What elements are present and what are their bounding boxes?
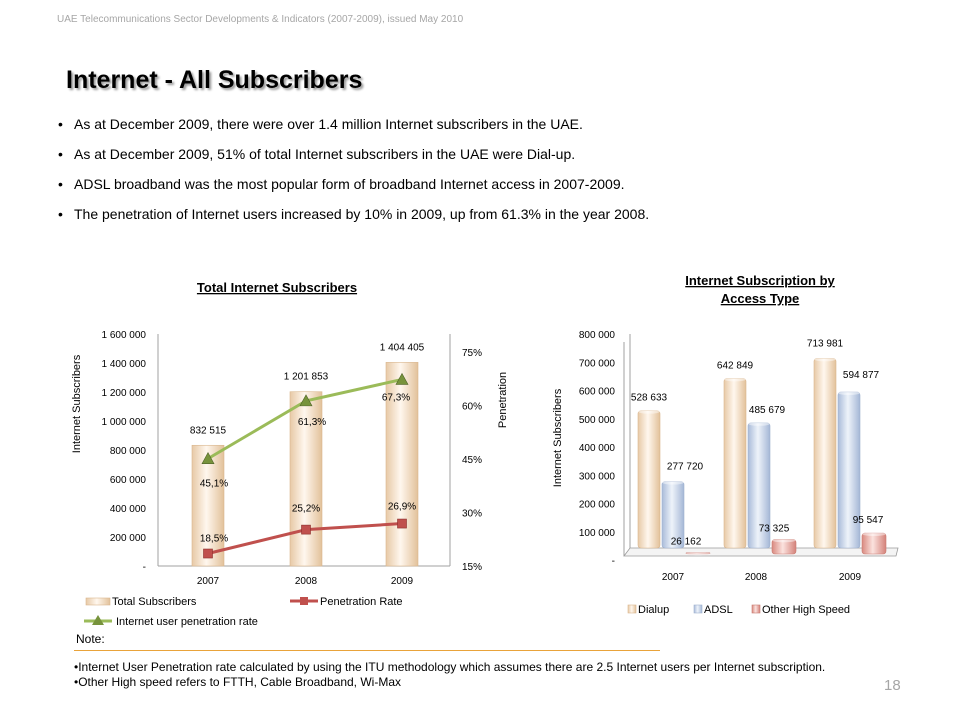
chart1-x-tick-label: 2009 [390, 576, 414, 587]
adsl-value-label: 277 720 [666, 461, 704, 473]
chart2-title-line1: Internet Subscription by [685, 273, 835, 288]
bar-top-highlight [862, 532, 886, 536]
note-line: •Internet User Penetration rate calculated by using the ITU methodology which assumes there are 2.5 Internet users per Internet subscription. [74, 660, 826, 674]
chart1-y-tick-label: - [142, 562, 146, 573]
chart2-y-tick-label: 300 000 [578, 471, 615, 483]
chart2-x-tick-label: 2007 [661, 572, 685, 583]
bar-top-highlight [686, 552, 710, 556]
user-penetration-label: 45,1% [199, 478, 229, 490]
total-subscribers-value-label: 832 515 [189, 425, 227, 437]
chart2-y-axis-label: Internet Subscribers [552, 388, 564, 488]
penetration-rate-label: 26,9% [387, 501, 417, 513]
bullet-item: • ADSL broadband was the most popular form of broadband Internet access in 2007-2009. [58, 176, 918, 193]
total-subscribers-value-label: 1 404 405 [379, 342, 425, 354]
bullet-item: • The penetration of Internet users increased by 10% in 2009, up from 61.3% in the year 2008. [58, 206, 918, 223]
chart2-bars [631, 338, 886, 555]
header-text: UAE Telecommunications Sector Developments & Indicators (2007-2009), issued May 2010 [57, 14, 464, 25]
dialup-bar [724, 378, 746, 548]
penetration-rate-marker [204, 549, 213, 558]
slide-title: Internet - All Subscribers [66, 66, 363, 94]
bar-top-highlight [772, 538, 796, 542]
chart1-y2-tick-label: 45% [462, 455, 483, 466]
note-label: Note: [76, 632, 105, 646]
chart1-y-tick-label: 1 200 000 [101, 388, 146, 399]
note-text [74, 660, 854, 689]
note-line: •Other High speed refers to FTTH, Cable Broadband, Wi-Max [74, 674, 401, 689]
chart1-y-tick-label: 1 600 000 [101, 330, 146, 341]
chart1-y2-tick-label: 60% [462, 401, 483, 413]
legend-total-subscribers-label: Total Subscribers [112, 596, 197, 608]
chart2-legend [628, 604, 850, 616]
chart2-x-tick-label: 2008 [744, 572, 768, 583]
dialup-bar [638, 411, 660, 548]
adsl-value-label: 485 679 [748, 404, 786, 416]
chart1-x-tick-label: 2007 [196, 576, 220, 587]
page-number: 18 [884, 677, 901, 694]
chart2-x-ticks [662, 572, 862, 583]
other-high-speed-bar [862, 533, 886, 554]
other-high-speed-value-label: 26 162 [670, 536, 702, 548]
dialup-value-label: 713 981 [806, 338, 844, 350]
legend-penetration-label: Penetration Rate [320, 596, 403, 608]
user-penetration-label: 61,3% [297, 416, 327, 428]
chart2-y-tick-label: 800 000 [578, 330, 615, 341]
legend-user-penetration-label: Internet user penetration rate [116, 616, 258, 628]
chart2-y-tick-label: 200 000 [578, 499, 615, 511]
chart2-y-tick-label: 700 000 [578, 358, 615, 370]
bar-top-highlight [724, 377, 746, 381]
chart1-y-tick-label: 1 400 000 [101, 359, 146, 370]
dialup-value-label: 528 633 [630, 392, 668, 404]
penetration-rate-marker [302, 525, 311, 534]
chart2-y-tick-label: 400 000 [578, 443, 615, 454]
chart1-y-axis-label: Internet Subscribers [71, 354, 83, 454]
chart1-y-tick-label: 600 000 [109, 475, 146, 486]
user-penetration-label: 67,3% [381, 392, 411, 404]
chart2-y-tick-label: 500 000 [578, 414, 615, 426]
penetration-rate-label: 25,2% [291, 503, 321, 515]
chart1-y2-tick-label: 75% [462, 348, 483, 359]
chart1-y-tick-label: 1 000 000 [101, 417, 146, 428]
note-divider [74, 650, 660, 651]
chart1-title: Total Internet Subscribers [196, 280, 358, 295]
bar-top-highlight [838, 391, 860, 395]
chart1-y2-axis-label: Penetration [497, 371, 509, 429]
chart1-y2-tick-label: 30% [462, 508, 483, 520]
adsl-value-label: 594 877 [842, 369, 880, 381]
legend-other-high-speed-swatch [752, 605, 760, 613]
bullet-item: • As at December 2009, there were over 1.4 million Internet subscribers in the UAE. [58, 116, 918, 133]
chart1-y-ticks [102, 330, 147, 573]
penetration-rate-label: 18,5% [199, 533, 229, 545]
chart1-y2-ticks [462, 348, 482, 573]
total-subscribers-value-label: 1 201 853 [283, 371, 329, 383]
chart2-y-tick-label: 600 000 [578, 386, 615, 398]
chart-access-type [552, 273, 898, 616]
dialup-value-label: 642 849 [716, 360, 754, 372]
chart2-floor [624, 548, 898, 556]
other-high-speed-value-label: 95 547 [852, 515, 884, 527]
chart2-y-tick-label: - [611, 556, 615, 567]
legend-total-subscribers-swatch [86, 598, 110, 605]
chart2-y-tick-label: 100 000 [578, 527, 615, 539]
chart1-y-tick-label: 200 000 [109, 533, 146, 544]
bullet-item: • As at December 2009, 51% of total Internet subscribers in the UAE were Dial-up. [58, 146, 918, 163]
bar-top-highlight [662, 481, 684, 485]
chart1-x-tick-label: 2008 [294, 576, 318, 587]
bar-top-highlight [638, 410, 660, 414]
legend-adsl-swatch [694, 605, 702, 613]
chart2-x-tick-label: 2009 [838, 572, 862, 583]
chart1-y-tick-label: 400 000 [109, 504, 146, 515]
chart1-legend [84, 596, 403, 628]
dialup-bar [814, 358, 836, 548]
legend-adsl-label: ADSL [704, 604, 733, 616]
legend-penetration-marker [300, 597, 308, 605]
chart1-y-tick-label: 800 000 [109, 446, 146, 457]
bar-top-highlight [748, 422, 770, 426]
chart2-title-line2: Access Type [720, 291, 800, 306]
chart2-y-ticks [579, 330, 616, 567]
legend-dialup-label: Dialup [638, 604, 670, 616]
legend-other-high-speed-label: Other High Speed [762, 604, 851, 616]
bar-top-highlight [814, 357, 836, 361]
chart1-y2-tick-label: 15% [462, 562, 483, 573]
penetration-rate-marker [398, 519, 407, 528]
legend-dialup-swatch [628, 605, 636, 613]
chart1-x-ticks [197, 576, 414, 587]
chart-total-subscribers [71, 280, 509, 628]
other-high-speed-value-label: 73 325 [758, 523, 790, 535]
